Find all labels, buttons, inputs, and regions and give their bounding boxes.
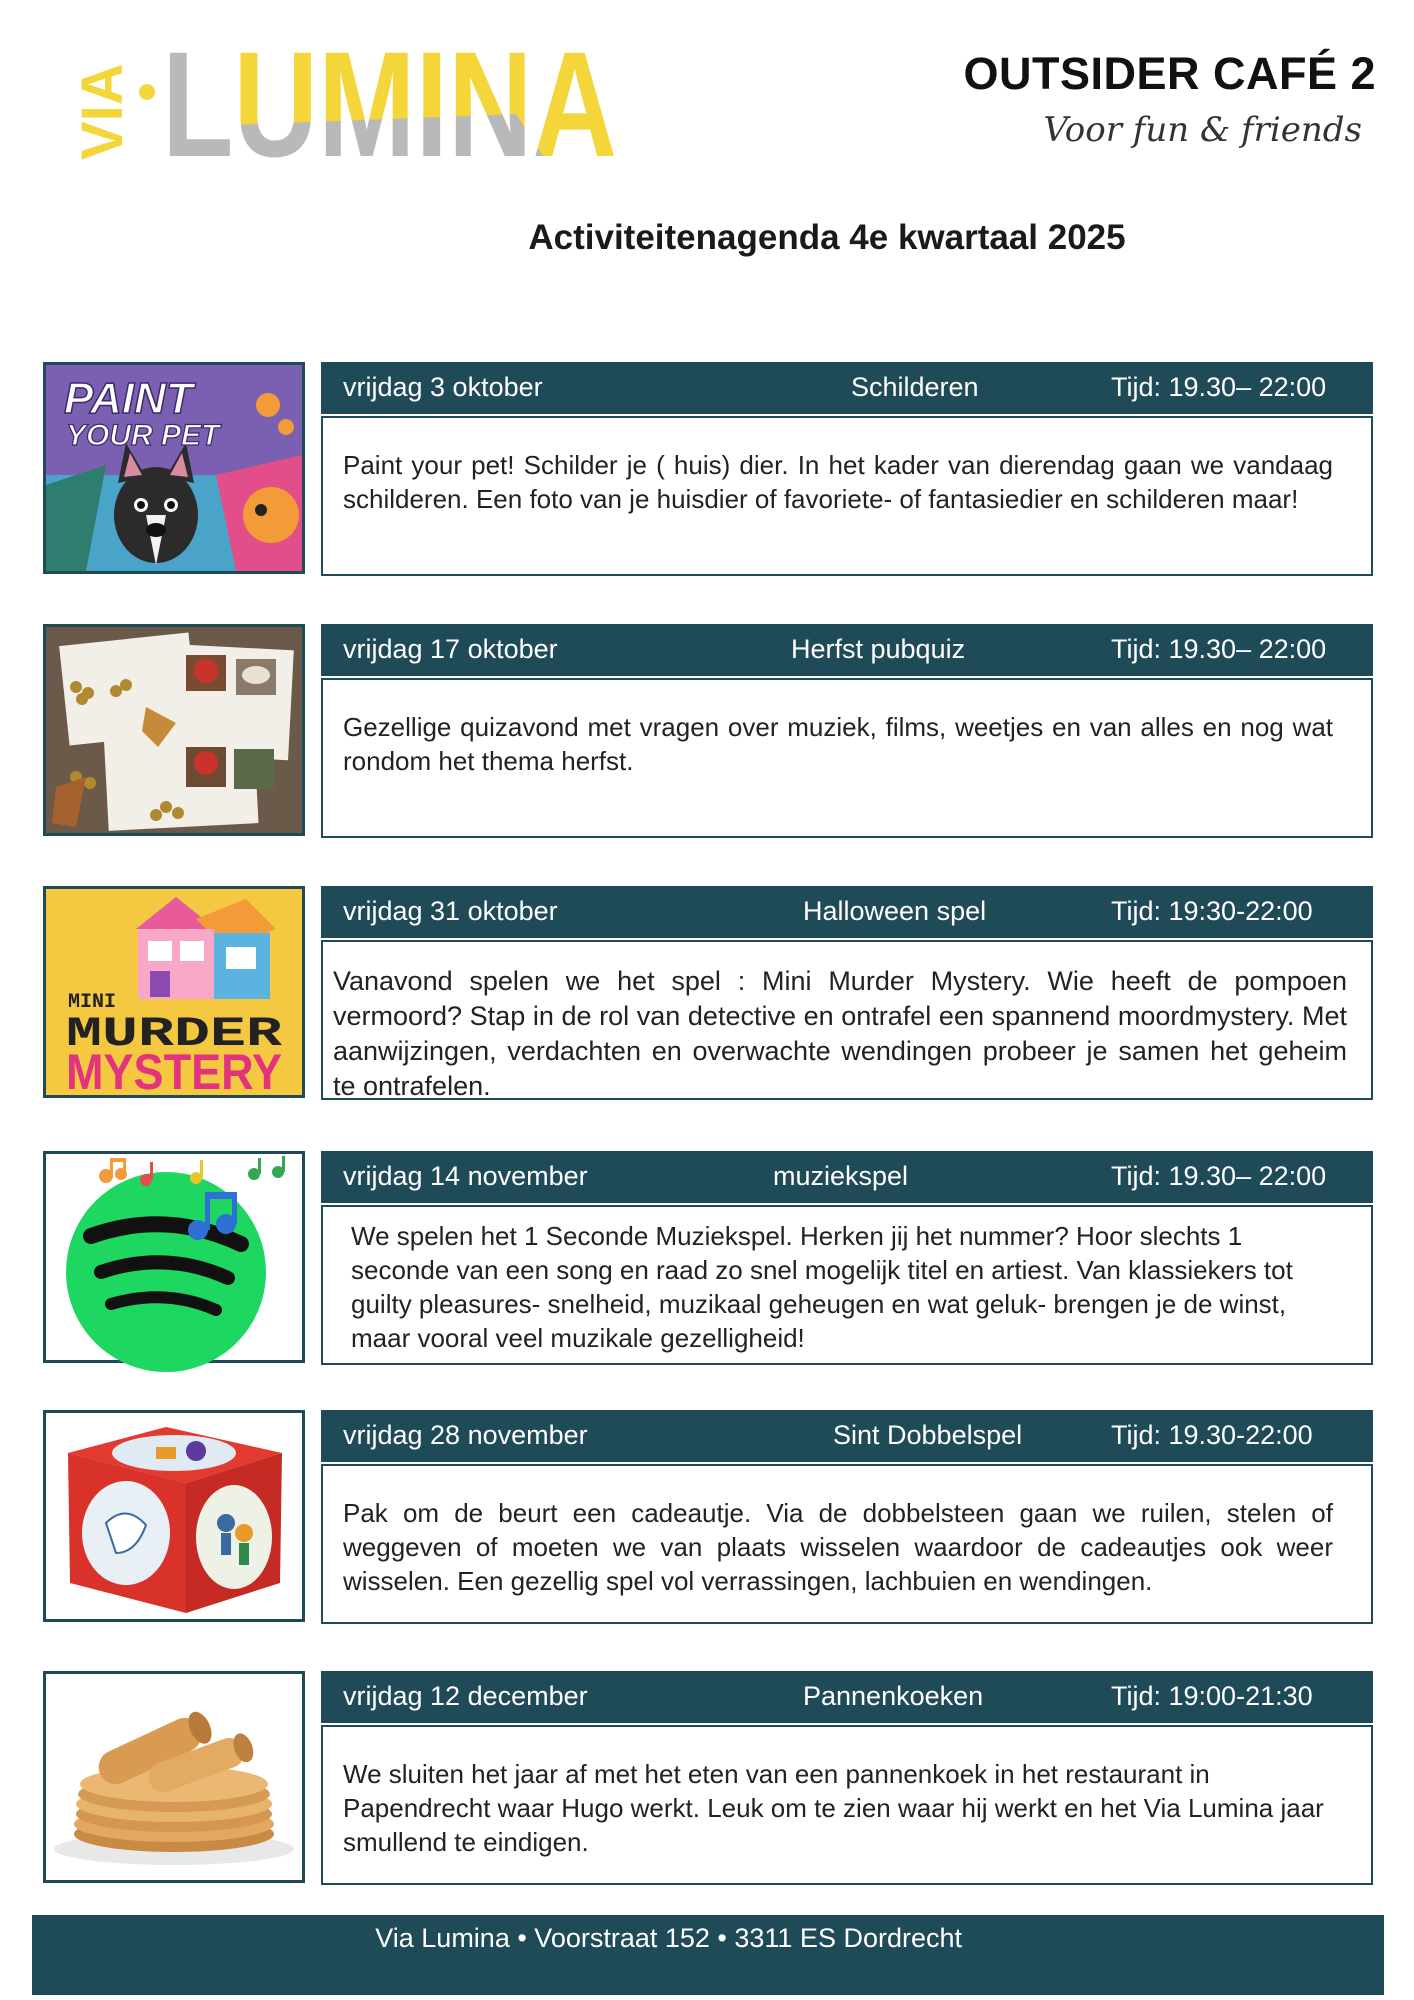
footer xyxy=(32,1915,1384,1995)
event-activity: Schilderen xyxy=(851,372,979,402)
event-description: We spelen het 1 Seconde Muziekspel. Herken jij het nummer? Hoor slechts 1 seconde van een song en raad zo snel mogelijk titel en artiest. Van klassiekers tot guilty pleasures- snelheid, muzikaal geheugen en wat geluk- brengen je de winst, maar vooral veel muzikale gezelligheid! xyxy=(351,1221,1293,1353)
event-description-box xyxy=(321,1205,1373,1365)
box-text-murder: MURDER xyxy=(66,1010,284,1058)
event-card xyxy=(43,1410,1373,1628)
autumn-quiz-image xyxy=(43,624,305,836)
event-time: Tijd: 19:30-22:00 xyxy=(1111,896,1313,926)
event-time: Tijd: 19.30– 22:00 xyxy=(1111,634,1327,664)
event-date: vrijdag 17 oktober xyxy=(343,634,558,664)
event-activity: Sint Dobbelspel xyxy=(833,1420,1023,1450)
event-time: Tijd: 19.30– 22:00 xyxy=(1111,1161,1327,1191)
event-description: Vanavond spelen we het spel : Mini Murder Mystery. Wie heeft de pompoen vermoord? Stap in de rol van detective en ontrafel een spannend moordmystery. Met aanwijzingen, verdachten en overwachte wendingen probeer je samen het geheim te ontrafelen. xyxy=(333,966,1347,1101)
tagline: Voor fun & friends xyxy=(1043,110,1362,150)
event-date: vrijdag 3 oktober xyxy=(343,372,543,402)
event-description: Gezellige quizavond met vragen over muziek, films, weetjes en van alles en nog wat rondom het thema herfst. xyxy=(343,712,1333,776)
sint-dice-image xyxy=(43,1410,305,1622)
footer-address: Via Lumina • Voorstraat 152 • 3311 ES Dordrecht xyxy=(375,1923,962,1953)
mini-murder-mystery-image xyxy=(43,886,305,1098)
svg-text:VIA: VIA xyxy=(70,63,135,160)
pancakes-image xyxy=(43,1671,305,1883)
event-time: Tijd: 19:00-21:30 xyxy=(1111,1681,1313,1711)
event-header-bar xyxy=(321,362,1373,414)
header-right xyxy=(963,48,1376,150)
event-description-box xyxy=(321,416,1373,576)
event-description-box xyxy=(321,940,1373,1100)
event-card xyxy=(43,1671,1373,1889)
event-activity: Herfst pubquiz xyxy=(791,634,966,664)
event-card xyxy=(43,624,1373,842)
event-card xyxy=(43,886,1373,1104)
event-time: Tijd: 19.30-22:00 xyxy=(1111,1420,1313,1450)
event-card xyxy=(43,1151,1373,1369)
event-activity: Halloween spel xyxy=(803,896,987,926)
event-date: vrijdag 31 oktober xyxy=(343,896,558,926)
event-description-box xyxy=(321,1464,1373,1624)
event-header-bar xyxy=(321,1671,1373,1723)
event-header-bar xyxy=(321,886,1373,938)
paint-your-pet-image xyxy=(43,362,305,574)
event-description-box xyxy=(321,678,1373,838)
box-text-mystery: MYSTERY xyxy=(66,1044,282,1100)
event-date: vrijdag 14 november xyxy=(343,1161,588,1191)
event-header-bar xyxy=(321,624,1373,676)
poster-text-your-pet: YOUR PET xyxy=(66,419,220,452)
cafe-title: OUTSIDER CAFÉ 2 xyxy=(963,48,1376,99)
event-description: Paint your pet! Schilder je ( huis) dier. In het kader van dierendag gaan we vandaag schilderen. Een foto van je huisdier of favoriete- of fantasiedier en schilderen maar! xyxy=(343,450,1333,514)
event-description: Pak om de beurt een cadeautje. Via de dobbelsteen gaan we ruilen, stelen of weggeven of moeten we van plaats wisselen waardoor de cadeautjes ook weer wisselen. Een gezellig spel vol verrassingen, lachbuien en wendingen. xyxy=(343,1498,1333,1596)
via-lumina-logo xyxy=(70,30,642,170)
event-date: vrijdag 12 december xyxy=(343,1681,588,1711)
event-header-bar xyxy=(321,1410,1373,1462)
music-logo-image xyxy=(43,1151,305,1363)
box-text-mini: MINI xyxy=(68,991,117,1014)
event-card xyxy=(43,362,1373,580)
event-description-box xyxy=(321,1725,1373,1885)
event-time: Tijd: 19.30– 22:00 xyxy=(1111,372,1327,402)
event-header-bar xyxy=(321,1151,1373,1203)
poster-text-paint: PAINT xyxy=(64,374,193,423)
agenda-title: Activiteitenagenda 4e kwartaal 2025 xyxy=(528,218,1126,257)
event-date: vrijdag 28 november xyxy=(343,1420,588,1450)
event-description: We sluiten het jaar af met het eten van een pannenkoek in het restaurant in Papendrecht waar Hugo werkt. Leuk om te zien waar hij werkt en het Via Lumina jaar smullend te eindigen. xyxy=(343,1759,1324,1857)
event-activity: muziekspel xyxy=(773,1161,909,1191)
event-activity: Pannenkoeken xyxy=(803,1681,984,1711)
